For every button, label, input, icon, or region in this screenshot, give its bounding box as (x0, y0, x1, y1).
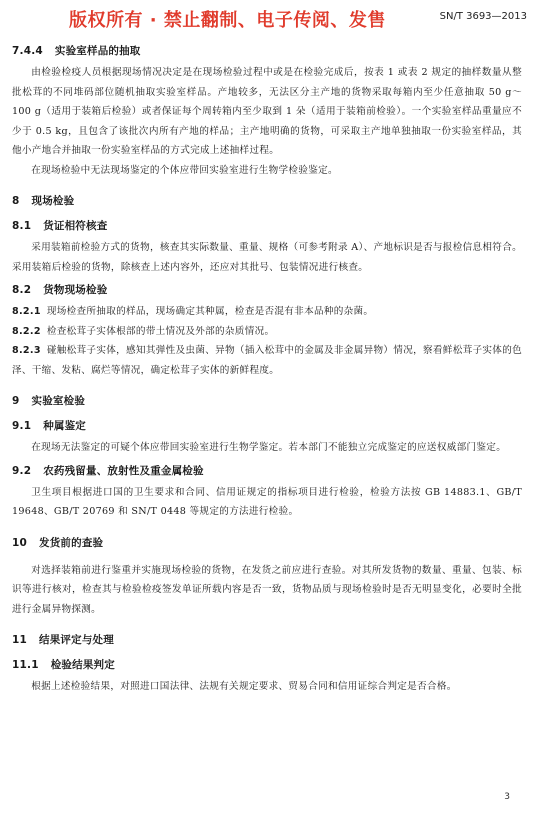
section-title: 实验室样品的抽取 (54, 45, 141, 57)
section-title: 货证相符核查 (43, 220, 108, 232)
standard-code: SN/T 3693—2013 (439, 11, 527, 22)
clause-list (12, 302, 522, 380)
section-title: 实验室检验 (31, 395, 86, 407)
section-title: 发货前的查验 (39, 536, 104, 549)
watermark-text: 版权所有 · 禁止翻制、电子传阅、发售 (69, 10, 386, 31)
section-11-1-heading (12, 658, 522, 673)
paragraph: 由检验检疫人员根据现场情况决定是在现场检验过程中或是在检验完成后，按表 1 或表 2 规定的抽样数量从整批松茸的不同堆码部位随机抽取实验室样品。产地较多，无法区分主产地的货物采取每箱内至少任意抽取 50 g～100 g（适用于装箱后检验）或者保证每个周转箱内至少取到 1 朵（适用于装箱前检验）。一个实验室样品重量应不少于 0.5 kg，且包含了该批次内所有产地的样品；主产地明确的货物，可采取主产地单独抽取一份实验室样品，其他小产地合并抽取一份实验室样品的方式完成上述抽样过程。 (12, 67, 522, 156)
section-title: 结果评定与处理 (39, 634, 114, 646)
section-9-2-heading (12, 464, 522, 479)
section-number: 10 (12, 536, 28, 549)
paragraph: 根据上述检验结果，对照进口国法律、法规有关规定要求、贸易合同和信用证综合判定是否合格。 (31, 681, 457, 692)
section-number: 8 (12, 195, 20, 207)
section-11-heading (12, 633, 522, 648)
section-number: 9.1 (12, 420, 32, 432)
list-item (12, 322, 522, 342)
section-title: 农药残留量、放射性及重金属检验 (43, 464, 204, 477)
section-10-heading (12, 536, 522, 551)
section-number: 9 (12, 395, 20, 407)
list-item (12, 302, 522, 322)
clause-number: 8.2.3 (12, 345, 41, 356)
paragraph: 卫生项目根据进口国的卫生要求和合同、信用证规定的指标项目进行检验，检验方法按 GB 14883.1、GB/T 19648、GB/T 20769 和 SN/T 0448 等规定的方法进行检验。 (12, 486, 522, 517)
section-number: 11.1 (12, 659, 39, 671)
list-item (12, 341, 522, 380)
section-title: 现场检验 (31, 195, 75, 207)
section-8-2-heading (12, 283, 522, 298)
section-9-heading (12, 394, 522, 409)
section-title: 种属鉴定 (43, 420, 87, 432)
paragraph: 对选择装箱前进行鉴重并实施现场检验的货物，在发货之前应进行查验。对其所发货物的数量、重量、包装、标识等进行核对，检查其与检验检疫签发单证所载内容是否一致，货物品质与现场检验时是否无明显变化，必要时全批进行金属异物探测。 (12, 564, 522, 615)
clause-text: 现场检查所抽取的样品，现场确定其种属，检查是否混有非本品种的杂菌。 (46, 306, 374, 317)
section-number: 8.2 (12, 284, 32, 296)
section-7-4-4-heading (12, 44, 522, 59)
section-9-1-heading (12, 419, 522, 434)
page-number: 3 (504, 792, 510, 802)
paragraph: 在现场无法鉴定的可疑个体应带回实验室进行生物学鉴定。若本部门不能独立完成鉴定的应送权威部门鉴定。 (31, 442, 507, 453)
section-8-1-heading (12, 219, 522, 234)
section-number: 9.2 (12, 464, 32, 477)
clause-text: 检查松茸子实体根部的带土情况及外部的杂质情况。 (46, 325, 275, 337)
paragraph: 在现场检验中无法现场鉴定的个体应带回实验室进行生物学检验鉴定。 (31, 164, 338, 176)
clause-number: 8.2.1 (12, 306, 41, 317)
section-number: 8.1 (12, 220, 32, 232)
section-title: 货物现场检验 (43, 284, 108, 296)
clause-number: 8.2.2 (12, 325, 41, 337)
clause-text: 碰触松茸子实体，感知其弹性及虫菌、异物（插入松茸中的金属及非金属异物）情况，察看鲜松茸子实体的色泽、干缩、发粘、腐烂等情况，确定松茸子实体的新鲜程度。 (12, 345, 522, 376)
section-8-heading (12, 194, 522, 209)
section-number: 11 (12, 634, 28, 646)
paragraph: 采用装箱前检验方式的货物，核查其实际数量、重量、规格（可参考附录 A）、产地标识是否与报检信息相符合。采用装箱后检验的货物，除核查上述内容外，还应对其批号、包装情况进行核查。 (12, 242, 522, 273)
section-number: 7.4.4 (12, 45, 43, 57)
section-title: 检验结果判定 (50, 659, 115, 671)
document-body (12, 44, 522, 697)
